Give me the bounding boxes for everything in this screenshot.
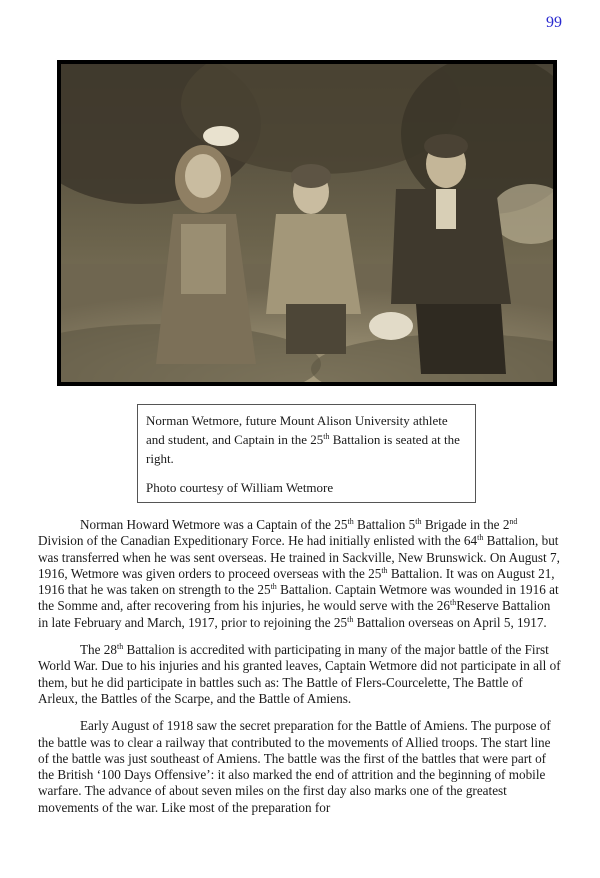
superscript: th <box>270 582 277 592</box>
photograph-icon <box>61 64 553 382</box>
superscript: nd <box>509 517 518 526</box>
text-run: Battalion 5 <box>353 517 416 532</box>
superscript: th <box>117 642 124 652</box>
text-run: Brigade in the 2 <box>421 517 510 532</box>
text-run: Battalion. Captain Wetmore was wounded in 1916 at the Somme and, after recovering from his injuries, he would serve with the 26 <box>38 582 559 614</box>
superscript: th <box>347 614 354 624</box>
historical-photograph <box>57 60 557 386</box>
paragraph-1 <box>38 517 562 631</box>
caption-text-part: Norman Wetmore, future Mount Alison University athlete and student, and Captain in the 25 <box>146 413 448 447</box>
text-run: Battalion. It was on August 21, 1916 that he was taken on strength to the 25 <box>38 565 555 598</box>
text-run: Reserve Battalion in late February and March, 1917, prior to rejoining the 25 <box>38 598 551 630</box>
superscript: th <box>415 517 422 526</box>
paragraph-3: Early August of 1918 saw the secret preparation for the Battle of Amiens. The purpose of the battle was to clear a railway that contributed to the movements of Allied troops. The start line of the battle was just southeast of Amiens. The battle was the first of the battles that were part of the British ‘100 Days Offensive’: it also marked the end of attrition and the beginning of mobile warfare. The advance of about seven miles on the first day also marks one of the greatest movements of the war. Like most of the preparation for <box>38 718 551 815</box>
photo-credit: Photo courtesy of William Wetmore <box>146 480 334 495</box>
text-run: Division of the Canadian Expeditionary Force. He had initially enlisted with the 64 <box>38 533 478 549</box>
text-run: Battalion, but was transferred when he was sent overseas. He trained in Sackville, New Brunswick. On August 7, 1916, Wetmore was given orders to proceed overseas with the 25 <box>38 533 560 581</box>
text-run: Battalion overseas on April 5, 1917. <box>353 614 547 630</box>
caption-text-part: Battalion is seated at the right. <box>146 432 460 466</box>
text-run: Norman Howard Wetmore was a Captain of the 25 <box>80 517 348 532</box>
caption-superscript: th <box>323 432 330 441</box>
text-run: The 28 <box>80 642 117 658</box>
paragraph-2 <box>38 642 562 707</box>
page-number: 99 <box>546 14 562 31</box>
superscript: th <box>477 533 484 543</box>
superscript: th <box>347 517 354 526</box>
caption-text <box>146 411 467 468</box>
photo-caption <box>137 404 476 503</box>
text-run: Battalion is accredited with participating in many of the major battle of the First World War. Due to his injuries and his granted leaves, Captain Wetmore did not participate in all of them, but he did participate in battles such as: The Battle of Flers-Courcelette, The Battle of Arleux, the Battles of the Scarpe, and the Battle of Amiens. <box>38 642 561 706</box>
superscript: th <box>450 598 457 608</box>
superscript: th <box>381 565 388 575</box>
body-text <box>38 517 562 827</box>
